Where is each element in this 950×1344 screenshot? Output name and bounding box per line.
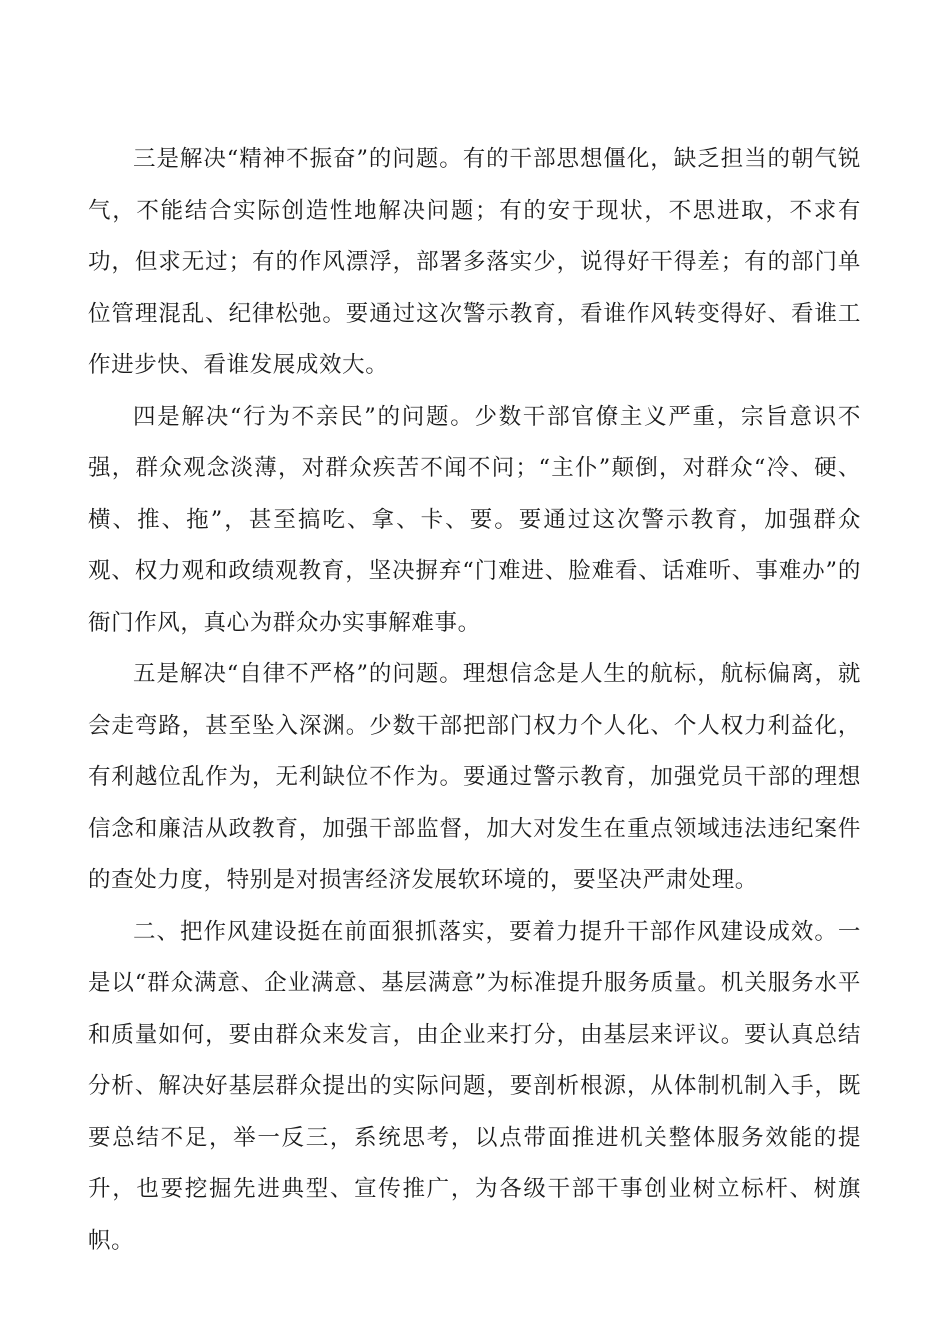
paragraph-self-discipline: 五是解决“自律不严格”的问题。理想信念是人生的航标，航标偏离，就会走弯路，甚至坠入深渊。少数干部把部门权力个人化、个人权力利益化，有利越位乱作为，无利缺位不作为。要通过警示教育，加强党员干部的理想信念和廉洁从政教育，加强干部监督，加大对发生在重点领域违法违纪案件的查处力度，特别是对损害经济发展软环境的，要坚决严肃处理。: [88, 661, 861, 893]
paragraph-section-two: 二、把作风建设挺在前面狠抓落实，要着力提升干部作风建设成效。一是以“群众满意、企业满意、基层满意”为标准提升服务质量。机关服务水平和质量如何，要由群众来发言，由企业来打分，由基层来评议。要认真总结分析、解决好基层群众提出的实际问题，要剖析根源，从体制机制入手，既要总结不足，举一反三，系统思考，以点带面推进机关整体服务效能的提升，也要挖掘先进典型、宣传推广，为各级干部干事创业树立标杆、树旗帜。: [88, 918, 861, 1254]
document-body: [88, 134, 861, 1267]
paragraph-spirit: 三是解决“精神不振奋”的问题。有的干部思想僵化，缺乏担当的朝气锐气，不能结合实际创造性地解决问题；有的安于现状，不思进取，不求有功，但求无过；有的作风漂浮，部署多落实少，说得好干得差；有的部门单位管理混乱、纪律松弛。要通过这次警示教育，看谁作风转变得好、看谁工作进步快、看谁发展成效大。: [88, 146, 861, 378]
paragraph-conduct: 四是解决“行为不亲民”的问题。少数干部官僚主义严重，宗旨意识不强，群众观念淡薄，对群众疾苦不闻不问；“主仆”颠倒，对群众“冷、硬、横、推、拖”，甚至搞吃、拿、卡、要。要通过这次警示教育，加强群众观、权力观和政绩观教育，坚决摒弃“门难进、脸难看、话难听、事难办”的衙门作风，真心为群众办实事解难事。: [88, 403, 861, 636]
